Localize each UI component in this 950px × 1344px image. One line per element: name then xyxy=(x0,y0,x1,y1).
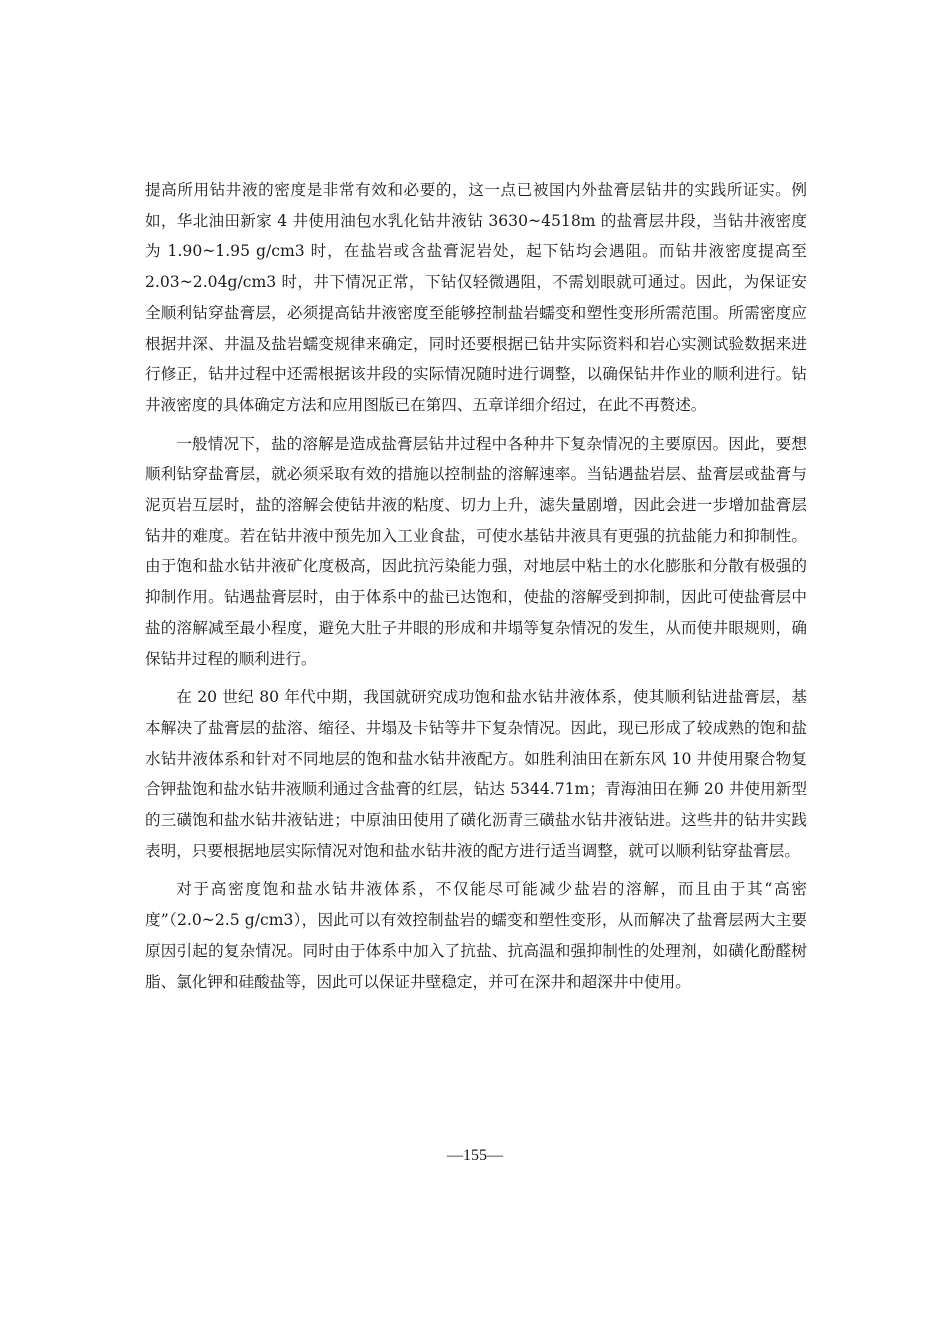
paragraph-2: 一般情况下，盐的溶解是造成盐膏层钻井过程中各种井下复杂情况的主要原因。因此，要想顺利钻穿盐膏层，就必须采取有效的措施以控制盐的溶解速率。当钻遇盐岩层、盐膏层或盐膏与泥页岩互层时，盐的溶解会使钻井液的粘度、切力上升，滤失量剧增，因此会进一步增加盐膏层钻井的难度。若在钻井液中预先加入工业食盐，可使水基钻井液具有更强的抗盐能力和抑制性。由于饱和盐水钻井液矿化度极高，因此抗污染能力强，对地层中粘土的水化膨胀和分散有极强的抑制作用。钻遇盐膏层时，由于体系中的盐已达饱和，使盐的溶解受到抑制，因此可使盐膏层中盐的溶解减至最小程度，避免大肚子井眼的形成和井塌等复杂情况的发生，从而使井眼规则，确保钻井过程的顺利进行。 xyxy=(145,434,807,668)
page-number: —155— xyxy=(447,1147,503,1164)
paragraph-1: 提高所用钻井液的密度是非常有效和必要的，这一点已被国内外盐膏层钻井的实践所证实。例如，华北油田新家 4 井使用油包水乳化钻井液钻 3630~4518m 的盐膏层井段，当钻井液密度为 1.90~1.95 g/cm3 时，在盐岩或含盐膏泥岩处，起下钻均会遇阻。而钻井液密度提高至 2.03~2.04g/cm3 时，井下情况正常，下钻仅轻微遇阻，不需划眼就可通过。因此，为保证安全顺利钻穿盐膏层，必须提高钻井液密度至能够控制盐岩蠕变和塑性变形所需范围。所需密度应根据井深、井温及盐岩蠕变规律来确定，同时还要根据已钻井实际资料和岩心实测试验数据来进行修正，钻井过程中还需根据该井段的实际情况随时进行调整，以确保钻井作业的顺利进行。钻井液密度的具体确定方法和应用图版已在第四、五章详细介绍过，在此不再赘述。 xyxy=(145,181,807,414)
paragraph-3: 在 20 世纪 80 年代中期，我国就研究成功饱和盐水钻井液体系，使其顺利钻进盐膏层，基本解决了盐膏层的盐溶、缩径、井塌及卡钻等井下复杂情况。因此，现已形成了较成熟的饱和盐水钻井液体系和针对不同地层的饱和盐水钻井液配方。如胜利油田在新东风 10 井使用聚合物复合钾盐饱和盐水钻井液顺利通过含盐膏的红层，钻达 5344.71m；青海油田在狮 20 井使用新型的三磺饱和盐水钻井液钻进；中原油田使用了磺化沥青三磺盐水钻井液钻进。这些井的钻井实践表明，只要根据地层实际情况对饱和盐水钻井液的配方进行适当调整，就可以顺利钻穿盐膏层。 xyxy=(145,688,807,860)
paragraph-4: 对于高密度饱和盐水钻井液体系，不仅能尽可能减少盐岩的溶解，而且由于其“高密度”（2.0~2.5 g/cm3），因此可以有效控制盐岩的蠕变和塑性变形，从而解决了盐膏层两大主要原因引起的复杂情况。同时由于体系中加入了抗盐、抗高温和强抑制性的处理剂，如磺化酚醛树脂、氯化钾和硅酸盐等，因此可以保证井壁稳定，并可在深井和超深井中使用。 xyxy=(145,880,807,991)
body-text xyxy=(145,175,807,1005)
